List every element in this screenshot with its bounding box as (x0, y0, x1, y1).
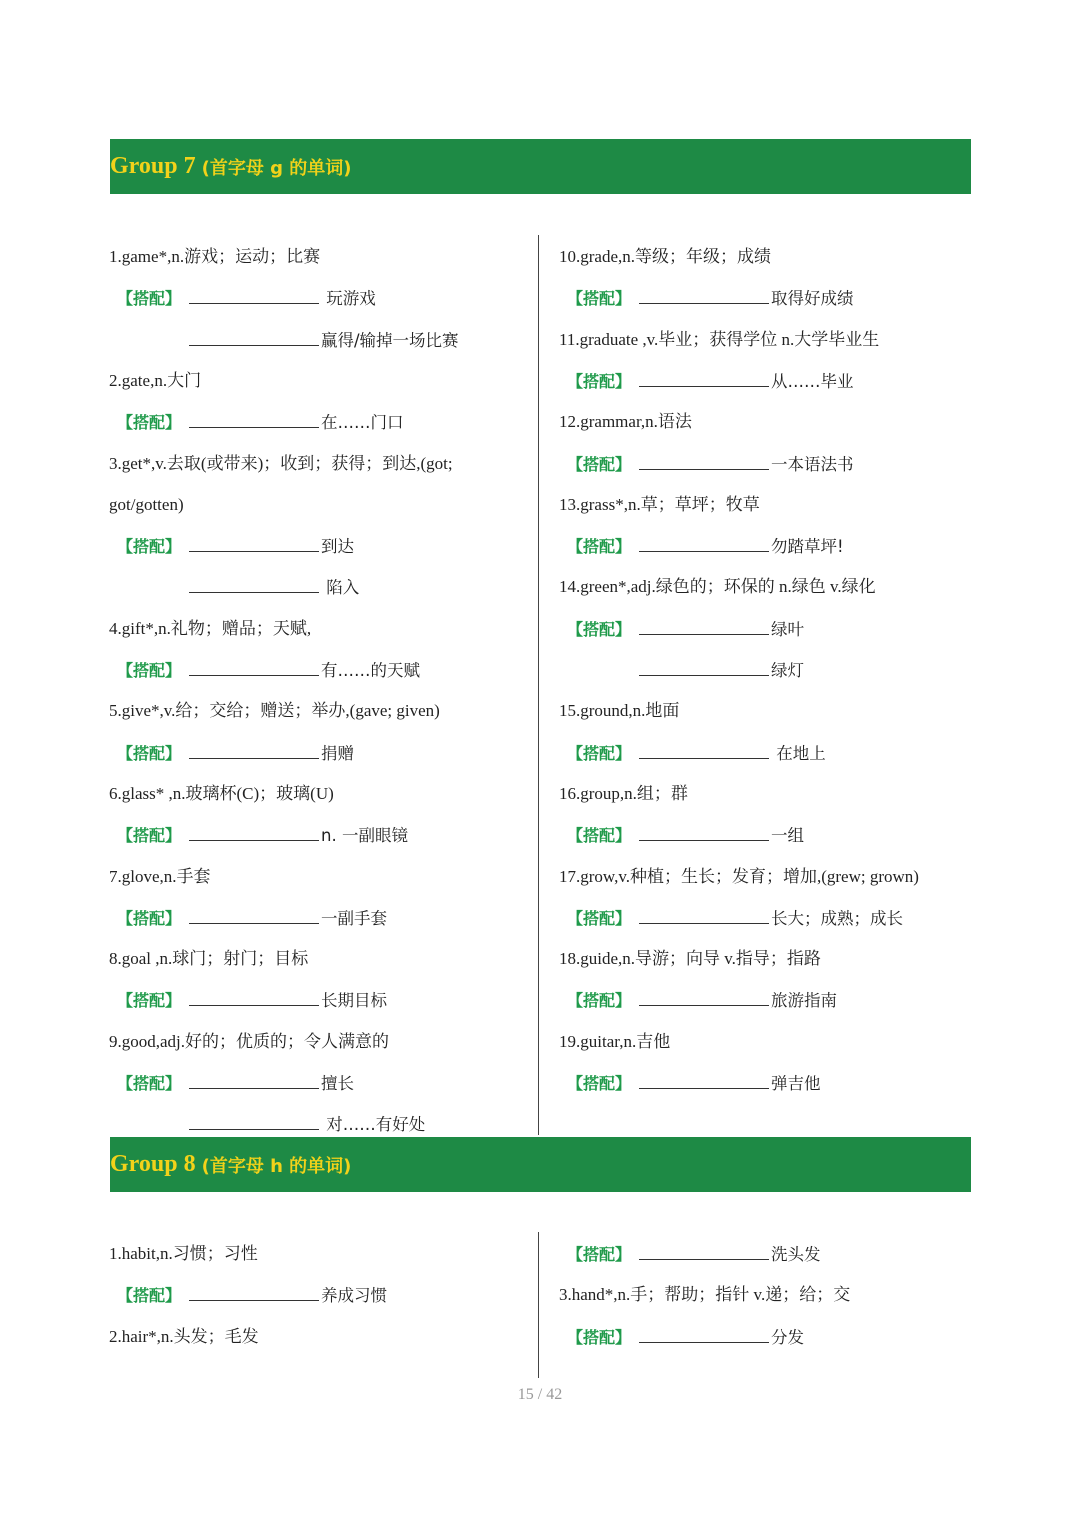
collocation-line (567, 285, 854, 311)
collocation-meaning: 擅长 (321, 1074, 354, 1093)
answer-blank (189, 740, 319, 759)
collocation-tag: 【搭配】 (567, 537, 632, 557)
collocation-line (117, 285, 376, 311)
collocation-meaning: 长大；成熟；成长 (771, 908, 903, 928)
word-entry-text: 11.graduate ,v.毕业；获得学位 n.大学毕业生 (559, 329, 880, 349)
word-entry-text: got/gotten) (109, 494, 184, 514)
answer-blank (639, 657, 769, 676)
group-8-subtitle: (首字母 h 的单词) (201, 1155, 352, 1177)
word-entry (559, 1029, 670, 1055)
answer-blank (639, 1324, 769, 1343)
collocation-line (567, 740, 826, 766)
collocation-meaning: 在地上 (771, 743, 826, 763)
collocation-tag: 【搭配】 (117, 743, 182, 763)
group-8-title: Group 8 (110, 1151, 196, 1177)
word-entry (109, 781, 334, 807)
word-entry-text: 15.ground,n.地面 (559, 701, 680, 721)
collocation-continuation (639, 657, 804, 683)
collocation-line (567, 987, 837, 1013)
word-entry-text: 14.green*,adj.绿色的；环保的 n.绿色 v.绿化 (559, 577, 876, 597)
answer-blank (639, 533, 769, 552)
collocation-meaning: 一组 (771, 826, 804, 846)
word-entry-text: 2.gate,n.大门 (109, 370, 202, 390)
group-8-banner (110, 1137, 971, 1192)
word-entry-text: 6.glass* ,n.玻璃杯(C)；玻璃(U) (109, 783, 334, 803)
collocation-line (567, 905, 903, 931)
answer-blank (189, 409, 319, 428)
word-entry-text: 3.hand*,n.手；帮助；指针 v.递；给；交 (559, 1285, 851, 1305)
collocation-tag: 【搭配】 (567, 454, 632, 474)
word-entry-text: 2.hair*,n.头发；毛发 (109, 1326, 259, 1346)
collocation-meaning: n. 一副眼镜 (321, 826, 408, 846)
collocation-tag: 【搭配】 (567, 743, 632, 763)
collocation-line (117, 822, 408, 848)
collocation-meaning: 绿灯 (771, 661, 804, 680)
word-entry (559, 492, 760, 518)
word-entry (109, 368, 201, 394)
collocation-meaning: 养成习惯 (321, 1286, 387, 1306)
answer-blank (639, 616, 769, 635)
answer-blank (639, 285, 769, 304)
answer-blank (189, 987, 319, 1006)
collocation-meaning: 捐赠 (321, 743, 354, 763)
answer-blank (189, 285, 319, 304)
word-entry (109, 864, 211, 890)
word-entry-text: 13.grass*,n.草；草坪；牧草 (559, 494, 760, 514)
word-entry (109, 616, 311, 642)
collocation-meaning: 从……毕业 (771, 371, 854, 391)
collocation-meaning: 勿踏草坪! (771, 537, 844, 557)
collocation-tag: 【搭配】 (567, 826, 632, 846)
collocation-tag: 【搭配】 (117, 289, 182, 309)
word-entry-text: 9.good,adj.好的；优质的；令人满意的 (109, 1031, 390, 1051)
answer-blank (639, 1241, 769, 1260)
collocation-line (117, 1282, 387, 1308)
answer-blank (189, 657, 319, 676)
collocation-tag: 【搭配】 (117, 908, 182, 928)
word-entry (109, 1241, 258, 1267)
collocation-tag: 【搭配】 (117, 537, 182, 557)
answer-blank (639, 822, 769, 841)
collocation-tag: 【搭配】 (117, 413, 182, 433)
word-entry (559, 574, 876, 600)
answer-blank (189, 327, 319, 346)
word-entry (109, 1029, 389, 1055)
word-entry (109, 451, 453, 477)
collocation-line (567, 368, 854, 394)
collocation-line (567, 616, 804, 642)
answer-blank (639, 451, 769, 470)
collocation-tag: 【搭配】 (567, 991, 632, 1011)
word-entry-text: 4.gift*,n.礼物；赠品；天赋, (109, 618, 312, 638)
collocation-meaning: 洗头发 (771, 1245, 821, 1264)
collocation-tag: 【搭配】 (567, 1327, 632, 1347)
collocation-tag: 【搭配】 (567, 371, 632, 391)
collocation-continuation (189, 327, 459, 353)
word-entry-text: 7.glove,n.手套 (109, 866, 211, 886)
word-entry-text: 8.goal ,n.球门；射门；目标 (109, 949, 309, 969)
word-entry (109, 698, 440, 724)
word-entry-text: 16.group,n.组；群 (559, 783, 688, 803)
collocation-meaning: 绿叶 (771, 619, 804, 639)
word-entry-text: 17.grow,v.种植；生长；发育；增加,(grew; grown) (559, 866, 919, 886)
word-entry-text: 1.habit,n.习惯；习性 (109, 1244, 258, 1263)
collocation-line (567, 822, 804, 848)
word-entry (559, 781, 688, 807)
collocation-line (117, 533, 354, 559)
word-entry (109, 244, 320, 270)
collocation-line (567, 1324, 804, 1350)
group-7-column-divider (538, 235, 539, 1135)
answer-blank (189, 1070, 319, 1089)
collocation-line (117, 1070, 354, 1096)
collocation-tag: 【搭配】 (117, 1074, 182, 1093)
word-entry (559, 244, 771, 270)
word-entry-text: 5.give*,v.给；交给；赠送；举办,(gave; given) (109, 701, 440, 721)
answer-blank (639, 740, 769, 759)
collocation-tag: 【搭配】 (567, 1245, 632, 1264)
word-entry-text: 18.guide,n.导游；向导 v.指导；指路 (559, 949, 821, 969)
collocation-line (117, 657, 420, 683)
group-8-column-divider (538, 1232, 539, 1378)
collocation-meaning: 取得好成绩 (771, 289, 854, 309)
answer-blank (189, 905, 319, 924)
word-entry (559, 1282, 850, 1308)
collocation-tag: 【搭配】 (117, 826, 182, 846)
answer-blank (639, 1070, 769, 1089)
word-entry (109, 1324, 259, 1350)
group-7-subtitle: (首字母 g 的单词) (201, 157, 352, 179)
collocation-tag: 【搭配】 (117, 661, 182, 680)
collocation-tag: 【搭配】 (567, 1074, 632, 1093)
collocation-meaning: 长期目标 (321, 991, 387, 1011)
collocation-continuation (189, 1111, 425, 1137)
word-entry (559, 946, 821, 972)
collocation-meaning: 玩游戏 (321, 289, 376, 309)
collocation-line (567, 1070, 821, 1096)
collocation-meaning: 一副手套 (321, 908, 387, 928)
word-entry (109, 492, 184, 518)
word-entry-text: 1.game*,n.游戏；运动；比赛 (109, 247, 321, 266)
word-entry (109, 946, 308, 972)
collocation-line (117, 409, 404, 435)
answer-blank (189, 822, 319, 841)
answer-blank (189, 1111, 319, 1130)
collocation-meaning: 有……的天赋 (321, 661, 420, 680)
collocation-meaning: 分发 (771, 1327, 804, 1347)
group-7-title: Group 7 (110, 153, 196, 179)
collocation-tag: 【搭配】 (117, 991, 182, 1011)
collocation-line (567, 1241, 821, 1267)
word-entry (559, 698, 679, 724)
page-number: 15 / 42 (517, 1386, 563, 1403)
collocation-meaning: 陷入 (321, 578, 360, 598)
collocation-line (567, 451, 854, 477)
answer-blank (189, 533, 319, 552)
word-entry-text: 12.grammar,n.语法 (559, 412, 692, 432)
collocation-continuation (189, 574, 359, 600)
answer-blank (189, 1282, 319, 1301)
collocation-tag: 【搭配】 (117, 1286, 182, 1306)
word-entry-text: 3.get*,v.去取(或带来)；收到；获得；到达,(got; (109, 453, 453, 473)
collocation-line (117, 740, 354, 766)
collocation-meaning: 旅游指南 (771, 991, 837, 1011)
word-entry-text: 19.guitar,n.吉他 (559, 1031, 671, 1051)
collocation-tag: 【搭配】 (567, 289, 632, 309)
collocation-meaning: 赢得/输掉一场比赛 (321, 330, 459, 350)
answer-blank (639, 905, 769, 924)
word-entry (559, 409, 692, 435)
collocation-line (567, 533, 844, 559)
word-entry (559, 864, 919, 890)
collocation-line (117, 987, 387, 1013)
collocation-meaning: 一本语法书 (771, 454, 854, 474)
word-entry-text: 10.grade,n.等级；年级；成绩 (559, 247, 772, 266)
word-entry (559, 327, 879, 353)
collocation-meaning: 到达 (321, 537, 354, 557)
collocation-meaning: 对……有好处 (321, 1115, 426, 1135)
collocation-tag: 【搭配】 (567, 619, 632, 639)
group-7-banner (110, 139, 971, 194)
collocation-meaning: 在……门口 (321, 413, 404, 433)
answer-blank (639, 368, 769, 387)
answer-blank (639, 987, 769, 1006)
collocation-meaning: 弹吉他 (771, 1074, 821, 1093)
answer-blank (189, 574, 319, 593)
collocation-tag: 【搭配】 (567, 908, 632, 928)
collocation-line (117, 905, 387, 931)
